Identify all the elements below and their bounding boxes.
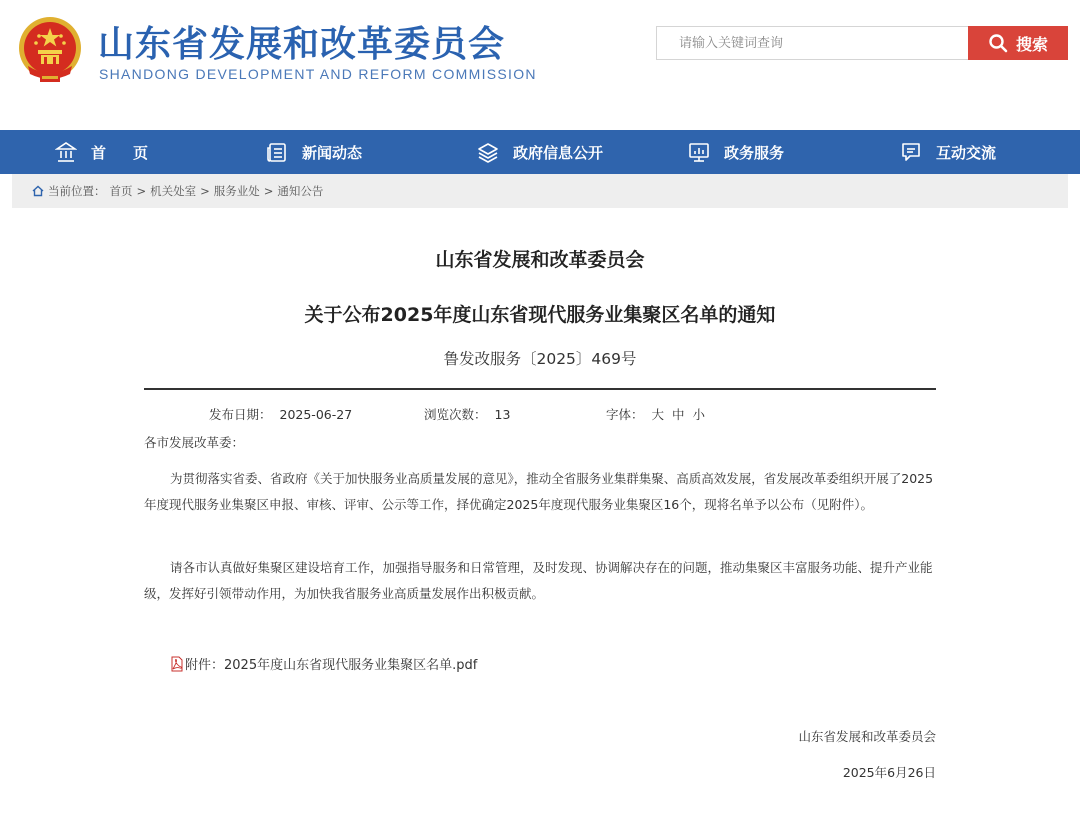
home-icon [32, 185, 44, 197]
breadcrumb-item-service-dept[interactable]: 服务业处 [213, 184, 260, 198]
nav-label-news: 新闻动态 [302, 143, 363, 162]
site-subtitle: SHANDONG DEVELOPMENT AND REFORM COMMISSION [99, 66, 537, 82]
breadcrumb [12, 174, 1068, 208]
font-size-small[interactable]: 小 [692, 407, 706, 422]
breadcrumb-prefix: 当前位置： [48, 184, 106, 198]
breadcrumb-item-notices[interactable]: 通知公告 [277, 184, 324, 198]
national-emblem-icon[interactable] [14, 14, 86, 86]
publish-date-value: 2025-06-27 [279, 407, 353, 422]
site-title[interactable]: 山东省发展和改革委员会 [98, 24, 506, 65]
font-size-medium[interactable]: 中 [672, 407, 685, 422]
nav-label-interaction: 互动交流 [936, 143, 997, 162]
font-size-large[interactable]: 大 [651, 407, 665, 422]
nav-item-home[interactable] [55, 130, 154, 174]
main-nav [0, 130, 1080, 174]
view-count-label: 浏览次数： [424, 407, 487, 422]
nav-item-gov-info[interactable] [477, 130, 603, 174]
publish-date-label: 发布日期： [209, 407, 272, 422]
search-button[interactable] [968, 26, 1068, 60]
nav-label-services: 政务服务 [724, 143, 785, 162]
nav-item-interaction[interactable] [900, 130, 996, 174]
chart-icon [688, 141, 710, 163]
breadcrumb-separator: > [136, 184, 147, 198]
search-icon [988, 33, 1008, 53]
font-size-selector [606, 405, 705, 423]
search-input[interactable] [657, 27, 968, 59]
font-size-label: 字体： [606, 407, 644, 422]
salutation: 各市发展改革委： [144, 435, 245, 450]
pdf-icon [170, 656, 184, 672]
search-box [656, 26, 968, 60]
breadcrumb-item-home[interactable]: 首页 [109, 184, 133, 198]
breadcrumb-item-offices[interactable]: 机关处室 [150, 184, 197, 198]
breadcrumb-separator: > [200, 184, 210, 198]
layers-icon [477, 141, 499, 163]
breadcrumb-separator: > [263, 184, 274, 198]
nav-label-home: 首 页 [91, 143, 155, 162]
home-icon [55, 141, 77, 163]
article-title: 关于公布2025年度山东省现代服务业集聚区名单的通知 [304, 304, 776, 326]
publish-date [209, 405, 352, 423]
body-paragraph: 为贯彻落实省委、省政府《关于加快服务业高质量发展的意见》，推动全省服务业集群集聚、高质高效发展，省发展改革委组织开展了2025年度现代服务业集聚区申报、审核、评审、公示等工作，择优确定2025年度现代服务业集聚区16个，现将名单予以公布（见附件）。 [144, 471, 934, 512]
attachment-label: 附件：2025年度山东省现代服务业集聚区名单.pdf [185, 658, 478, 673]
attachment-link[interactable] [170, 654, 477, 673]
view-count [424, 405, 510, 423]
signature: 山东省发展和改革委员会 [798, 729, 936, 744]
view-count-value: 13 [494, 407, 511, 422]
body-paragraph: 请各市认真做好集聚区建设培育工作，加强指导服务和日常管理，及时发现、协调解决存在的问题，推动集聚区丰富服务功能、提升产业能级，发挥好引领带动作用，为加快我省服务业高质量发展作出积极贡献。 [144, 560, 933, 601]
nav-label-gov-info: 政府信息公开 [513, 143, 604, 162]
site-header [0, 0, 1080, 130]
chat-icon [900, 141, 922, 163]
nav-item-services[interactable] [688, 130, 784, 174]
search-button-label: 搜索 [1015, 34, 1048, 54]
document-number: 鲁发改服务〔2025〕469号 [443, 350, 637, 368]
sign-date: 2025年6月26日 [842, 765, 936, 780]
nav-item-news[interactable] [266, 130, 362, 174]
news-icon [266, 141, 288, 163]
title-divider [144, 388, 936, 390]
article-issuer: 山东省发展和改革委员会 [435, 249, 645, 271]
